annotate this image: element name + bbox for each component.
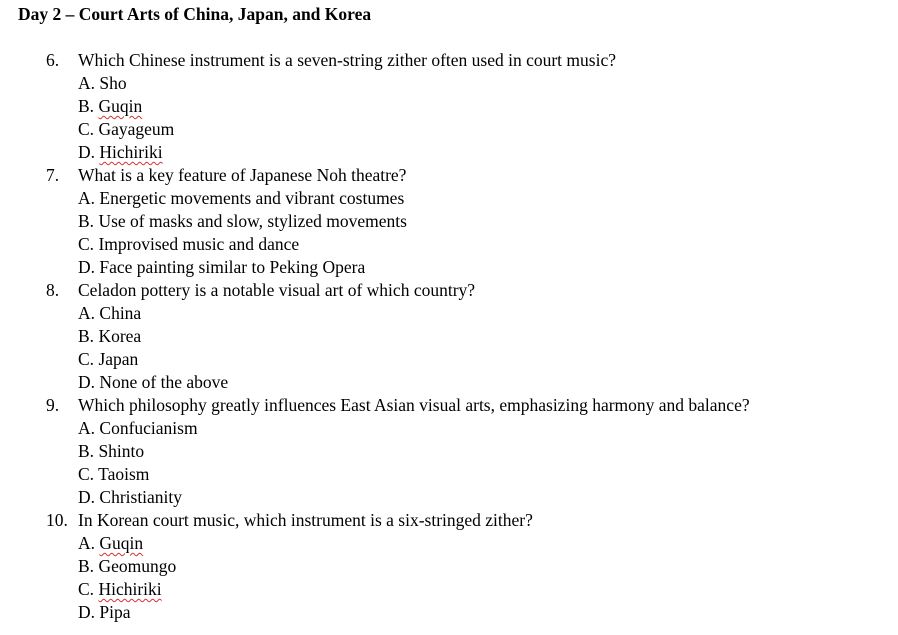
option-letter: B. xyxy=(78,441,99,461)
answer-option xyxy=(0,141,898,164)
option-text: Geomungo xyxy=(98,556,177,576)
answer-option xyxy=(0,233,898,256)
question-text: In Korean court music, which instrument is a six-stringed zither? xyxy=(78,510,533,530)
answer-option xyxy=(0,95,898,118)
option-letter: A. xyxy=(78,418,100,438)
option-text: Shinto xyxy=(98,441,145,461)
answer-option xyxy=(0,532,898,555)
answer-option-content xyxy=(78,95,142,118)
answer-option-content xyxy=(78,348,138,371)
answer-option-content xyxy=(78,256,365,279)
answer-option xyxy=(0,325,898,348)
question-item xyxy=(0,164,898,187)
answer-option-content xyxy=(78,325,141,348)
option-letter: A. xyxy=(78,303,100,323)
option-letter: A. xyxy=(78,73,100,93)
answer-option xyxy=(0,118,898,141)
question-text: Which philosophy greatly influences East Asian visual arts, emphasizing harmony and balance? xyxy=(78,395,750,415)
answer-option xyxy=(0,348,898,371)
answer-option-content xyxy=(78,371,228,394)
option-letter: B. xyxy=(78,96,99,116)
question-item xyxy=(0,279,898,302)
question-text: Which Chinese instrument is a seven-string zither often used in court music? xyxy=(78,50,616,70)
option-text: None of the above xyxy=(99,372,229,392)
option-text: Improvised music and dance xyxy=(98,234,300,254)
option-letter: D. xyxy=(78,142,100,162)
option-text-spellcheck-flagged: Hichiriki xyxy=(98,579,162,599)
option-letter: B. xyxy=(78,326,99,346)
option-text-spellcheck-flagged: Guqin xyxy=(99,533,144,553)
question-number: 10. xyxy=(46,510,68,530)
option-text: Face painting similar to Peking Opera xyxy=(99,257,366,277)
option-text: Gayageum xyxy=(98,119,175,139)
question-number: 7. xyxy=(46,165,60,185)
option-letter: C. xyxy=(78,234,99,254)
option-letter: A. xyxy=(78,533,100,553)
answer-option-content xyxy=(78,463,149,486)
option-letter: C. xyxy=(78,464,99,484)
option-text: Christianity xyxy=(99,487,183,507)
answer-option-content xyxy=(78,532,143,555)
answer-option-content xyxy=(78,141,163,164)
answer-option xyxy=(0,555,898,578)
option-letter: C. xyxy=(78,349,99,369)
question-number: 8. xyxy=(46,280,60,300)
question-number: 6. xyxy=(46,50,60,70)
answer-option xyxy=(0,256,898,279)
option-text: China xyxy=(99,303,142,323)
question-number: 9. xyxy=(46,395,60,415)
question-text: Celadon pottery is a notable visual art of which country? xyxy=(78,280,476,300)
answer-option-content xyxy=(78,486,182,509)
answer-option xyxy=(0,72,898,95)
answer-option xyxy=(0,417,898,440)
option-text: Use of masks and slow, stylized movements xyxy=(98,211,407,231)
answer-option-content xyxy=(78,555,176,578)
option-text: Japan xyxy=(98,349,139,369)
option-letter: A. xyxy=(78,188,100,208)
option-text-spellcheck-flagged: Hichiriki xyxy=(99,142,163,162)
option-text: Taoism xyxy=(98,464,150,484)
option-text: Korea xyxy=(98,326,142,346)
answer-option-content xyxy=(78,118,174,141)
option-text-spellcheck-flagged: Guqin xyxy=(98,96,143,116)
answer-option xyxy=(0,371,898,394)
answer-option-content xyxy=(78,302,141,325)
option-text: Confucianism xyxy=(99,418,198,438)
answer-option-content xyxy=(78,72,127,95)
answer-option-content xyxy=(78,210,407,233)
option-letter: D. xyxy=(78,257,100,277)
page-title: Day 2 – Court Arts of China, Japan, and Korea xyxy=(18,4,372,24)
option-letter: D. xyxy=(78,602,100,622)
answer-option-content xyxy=(78,601,131,624)
option-text: Pipa xyxy=(99,602,131,622)
answer-option-content xyxy=(78,187,404,210)
answer-option xyxy=(0,578,898,601)
question-item xyxy=(0,394,898,417)
question-text: What is a key feature of Japanese Noh theatre? xyxy=(78,165,407,185)
option-letter: D. xyxy=(78,372,100,392)
option-letter: C. xyxy=(78,119,99,139)
question-item xyxy=(0,509,898,532)
answer-option-content xyxy=(78,440,144,463)
option-letter: B. xyxy=(78,211,99,231)
answer-option-content xyxy=(78,417,198,440)
option-letter: D. xyxy=(78,487,100,507)
answer-option xyxy=(0,187,898,210)
answer-option xyxy=(0,463,898,486)
answer-option-content xyxy=(78,578,162,601)
question-item xyxy=(0,49,898,72)
option-letter: B. xyxy=(78,556,99,576)
answer-option-content xyxy=(78,233,299,256)
option-text: Energetic movements and vibrant costumes xyxy=(99,188,405,208)
option-text: Sho xyxy=(99,73,127,93)
question-list xyxy=(0,49,898,624)
answer-option xyxy=(0,486,898,509)
answer-option xyxy=(0,302,898,325)
answer-option xyxy=(0,440,898,463)
answer-option xyxy=(0,210,898,233)
option-letter: C. xyxy=(78,579,99,599)
answer-option xyxy=(0,601,898,624)
